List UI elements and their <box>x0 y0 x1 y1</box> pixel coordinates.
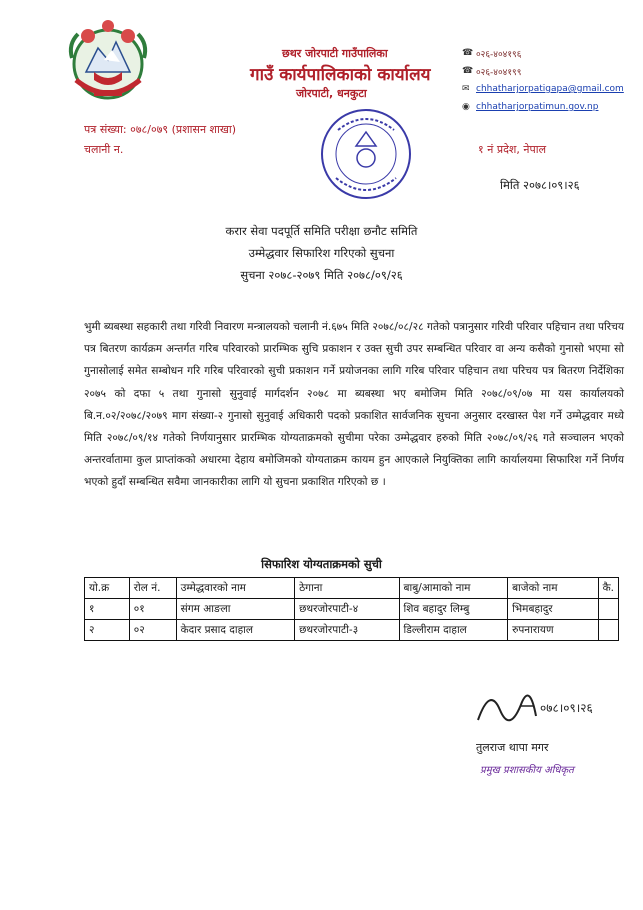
phone-icon: ☎ <box>462 66 474 76</box>
cell-grandfather: रुपनारायण <box>508 620 599 641</box>
cell-roll: ०२ <box>129 620 176 641</box>
cell-candidate: संगम आङला <box>176 599 294 620</box>
cell-remarks <box>598 620 618 641</box>
email-icon: ✉ <box>462 84 470 94</box>
header-remarks: कै. <box>598 578 618 599</box>
dispatch-number: चलानी न. <box>84 143 124 156</box>
recommendation-table <box>84 577 619 641</box>
cell-parent: शिव बहादुर लिम्बु <box>399 599 508 620</box>
notice-heading: उम्मेद्धवार सिफारिश गरिएको सुचना <box>248 246 395 260</box>
header-grandfather: बाजेको नाम <box>508 578 599 599</box>
table-caption: सिफारिश योग्यताक्रमको सुची <box>261 557 382 571</box>
email-row <box>462 80 637 98</box>
cell-serial: १ <box>85 599 130 620</box>
cell-remarks <box>598 599 618 620</box>
nepal-emblem-icon <box>64 14 152 106</box>
office-stamp-icon <box>318 106 414 202</box>
cell-address: छथरजोरपाटी-४ <box>295 599 399 620</box>
office-address: जोरपाटी, धनकुटा <box>296 87 367 100</box>
header-serial: यो.क्र <box>85 578 130 599</box>
phone-row-1 <box>462 44 637 62</box>
header-address: ठेगाना <box>295 578 399 599</box>
notice-date: मिति २०७८।०९।२६ <box>500 178 580 192</box>
office-title: गाउँ कार्यपालिकाको कार्यालय <box>250 65 431 85</box>
header-parent: बाबु/आमाको नाम <box>399 578 508 599</box>
notice-number: सुचना २०७८-२०७९ मिति २०७८/०९/२६ <box>240 268 403 282</box>
signer-name: तुलराज थापा मगर <box>476 741 549 754</box>
cell-grandfather: भिमबहादुर <box>508 599 599 620</box>
reference-number: पत्र संख्या: ०७८/०७९ (प्रशासन शाखा) <box>84 123 237 136</box>
cell-roll: ०१ <box>129 599 176 620</box>
cell-address: छथरजोरपाटी-३ <box>295 620 399 641</box>
contact-block <box>462 44 637 116</box>
table-row <box>85 599 619 620</box>
table-row <box>85 620 619 641</box>
signature-mark <box>470 680 600 732</box>
header-roll: रोल नं. <box>129 578 176 599</box>
committee-title: करार सेवा पदपूर्ति समिति परीक्षा छनौट समिति <box>225 224 418 238</box>
cell-candidate: केदार प्रसाद दाहाल <box>176 620 294 641</box>
table-header-row <box>85 578 619 599</box>
handwritten-date: ०७८।०९।२६ <box>540 701 593 715</box>
header-candidate: उम्मेद्धवारको नाम <box>176 578 294 599</box>
phone-icon: ☎ <box>462 48 474 58</box>
website-link[interactable]: chhatharjorpatimun.gov.np <box>476 102 599 112</box>
phone-number-1: ०२६-४०४१९६ <box>476 49 522 60</box>
website-row <box>462 98 637 116</box>
municipality-name: छथर जोरपाटी गाउँपालिका <box>282 47 388 60</box>
cell-serial: २ <box>85 620 130 641</box>
cell-parent: डिल्लीराम दाहाल <box>399 620 508 641</box>
province-label: १ नं प्रदेश, नेपाल <box>478 143 547 156</box>
email-link[interactable]: chhatharjorpatigapa@gmail.com <box>476 84 624 94</box>
signer-title: प्रमुख प्रशासकीय अधिकृत <box>480 765 574 776</box>
phone-number-2: ०२६-४०४१९९ <box>476 67 522 78</box>
globe-icon: ◉ <box>462 102 470 112</box>
notice-body: भुमी ब्यबस्था सहकारी तथा गरिवी निवारण मन्त्रालयको चलानी नं.६७५ मिति २०७८/०८/२८ गतेको पत्रानुसार गरिवी परिवार पहिचान तथा परिचय पत्र बितरण कार्यक्रम अन्तर्गत गरिब परिवारको प्रारम्भिक सुचि प्रकाशन र उक्त सुची उपर सम्बन्धित परिवार वा अन्य कसैको गुनासो भएमा सो गुनासोलाई समेत सम्बोधन गरि गरिब परिवारको सुची प्रकाशन गर्ने प्रयोजनका लागि गरिब परिवार पहिचान तथा परिचय पत्र बितरण निर्देशिका २०७५ को दफा ५ तथा गुनासो सुनुवाई मार्गदर्शन २०७८ मा ब्यबस्था भए बमोजिम मिति २०७८/०९/०७ मा यस कार्यालयको बि.न.०२/२०७८/२०७९ माग संख्या-२ गुनासो सुनुवाई अधिकारी पदको प्रकाशित सार्वजनिक सुचना अनुसार दरखास्त पेश गर्ने उम्मेद्धवार मध्ये मिति २०७८/०९/१४ गतेको निर्णयानुसार प्रारम्भिक योग्यताक्रमको सुचीमा परेका उम्मेद्धवार हरुको मिति २०७८/०९/२६ गते सञ्चालन भएको अन्तरर्वातामा कुल प्राप्तांकको अधारमा देहाय बमोजिमको योग्यताक्रम कायम हुन आएकाले नियुक्तिका लागि कार्यालयमा सिफारिश गर्ने निर्णय भएको हुदाँ सम्बन्धित सवैमा जानकारीका लागि यो सुचना प्रकाशित गरिएको छ । <box>84 321 624 489</box>
phone-row-2 <box>462 62 637 80</box>
